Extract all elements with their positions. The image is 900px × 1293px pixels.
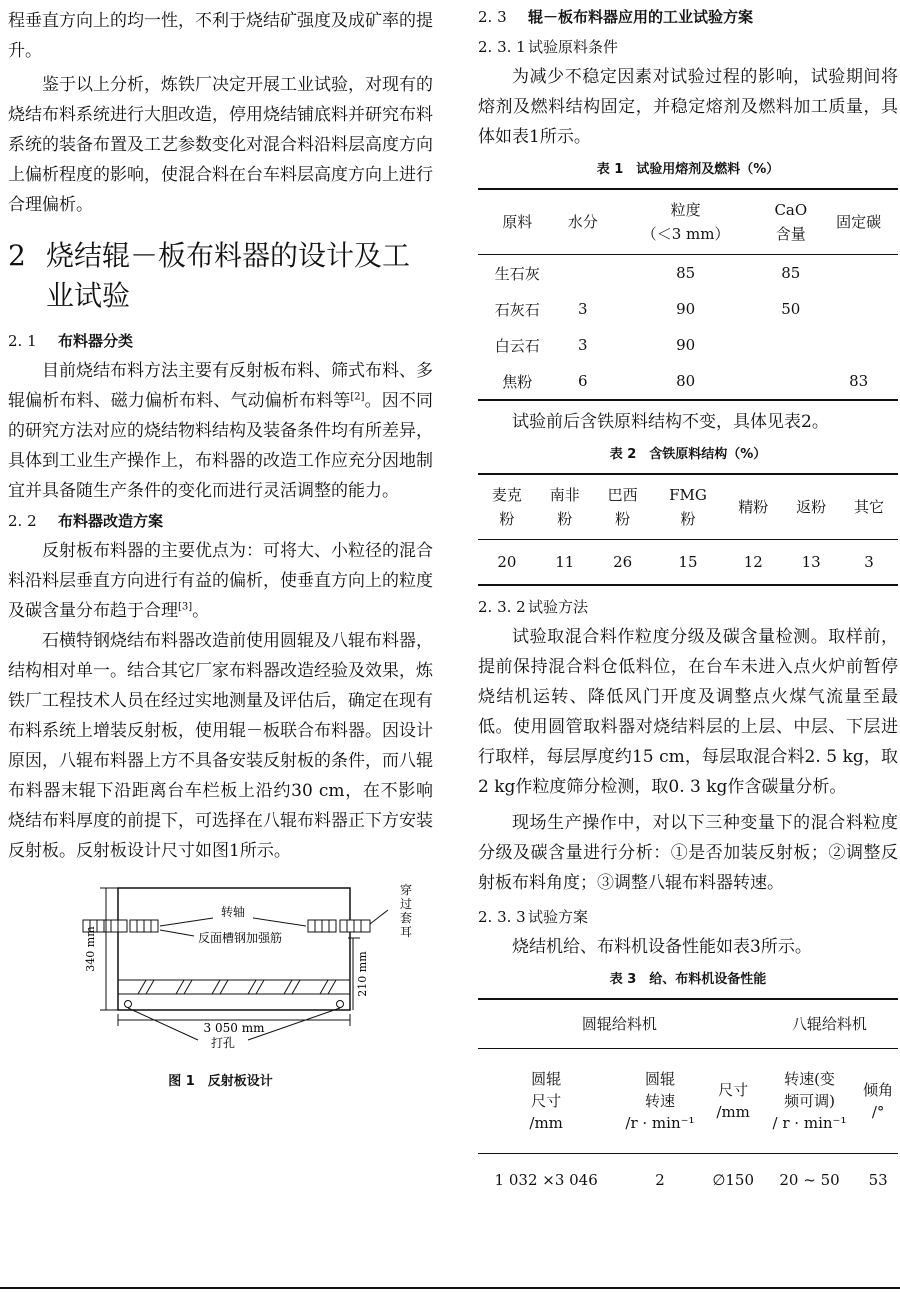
table-header: 转速(变 频可调) / r · min⁻¹ xyxy=(761,1049,859,1154)
table-header: 圆辊 尺寸 /mm xyxy=(478,1049,614,1154)
table-header: 固定碳 xyxy=(819,189,898,255)
figure-caption: 图 1 反射板设计 xyxy=(168,1074,273,1089)
ear-label-3: 套 xyxy=(400,911,413,925)
paragraph: 反射板布料器的主要优点为：可将大、小粒径的混合料沿料层垂直方向进行有益的偏析，使垂直方向上的粒度及碳含量分布趋于合理[3]。 xyxy=(8,541,433,621)
paragraph: 程垂直方向上的均一性，不利于烧结矿强度及成矿率的提升。 xyxy=(8,11,433,61)
table-header: 精粉 xyxy=(724,474,782,540)
table-header: 原料 xyxy=(478,189,557,255)
paragraph: 鉴于以上分析，炼铁厂决定开展工业试验，对现有的烧结布料系统进行大胆改造，停用烧结铺底料并研究布料系统的装备布置及工艺参数变化对混合料沿料层高度方向上偏析程度的影响，使混合料在台车料层高度方向上进行合理偏析。 xyxy=(8,75,433,215)
reflector-plate-diagram xyxy=(8,880,433,1060)
hole-label: 打孔 xyxy=(210,1036,236,1050)
dim-height-label: 340 mm xyxy=(84,926,97,972)
shaft-right xyxy=(308,920,370,932)
table-header: 水分 xyxy=(557,189,609,255)
subsubsection-heading: 2. 3. 2 试验方法 xyxy=(478,598,589,616)
table-header: 返粉 xyxy=(782,474,840,540)
paragraph: 试验取混合料作粒度分级及碳含量检测。取样前，提前保持混合料仓低料位，在台车未进入点火炉前暂停烧结机运转、降低风门开度及调整点火煤气流量至最低。使用圆管取料器对烧结料层的上层、中层、下层进行取样，每层厚度约15 cm，每层取混合料2. 5 kg，取2 kg作粒度筛分检测，取0. 3 kg作含碳量分析。 xyxy=(478,627,898,797)
subsection-heading: 2. 2 布料器改造方案 xyxy=(8,512,164,530)
table-header: FMG 粉 xyxy=(652,474,725,540)
rib-label: 反面槽钢加强筋 xyxy=(197,931,283,945)
table-row: 1 032 ×3 046 2 ∅150 20 ~ 50 53 xyxy=(494,1171,888,1189)
ear-label-1: 穿 xyxy=(400,883,413,897)
table-caption: 表 1 试验用熔剂及燃料（%） xyxy=(596,162,780,177)
paragraph: 现场生产操作中，对以下三种变量下的混合料粒度分级及碳含量进行分析：①是否加装反射板；②调整反射板布料角度；③调整八辊布料器转速。 xyxy=(478,813,898,893)
table-group-header: 圆辊给料机 xyxy=(478,999,761,1049)
table-header: 麦克 粉 xyxy=(478,474,536,540)
table-row: 20 11 26 15 12 13 3 xyxy=(497,553,874,571)
table-3 xyxy=(478,998,898,1206)
citation: [3] xyxy=(178,601,193,613)
hole xyxy=(125,1001,132,1008)
shaft-label: 转轴 xyxy=(220,905,246,919)
dim-width-label: 3 050 mm xyxy=(203,1021,265,1035)
subsection-heading: 2. 1 布料器分类 xyxy=(8,332,134,350)
table-row: 焦粉 6 80 83 xyxy=(502,372,869,391)
table-header: 巴西 粉 xyxy=(594,474,652,540)
table-group-header: 八辊给料机 xyxy=(761,999,898,1049)
subsubsection-heading: 2. 3. 3 试验方案 xyxy=(478,908,589,926)
table-caption: 表 3 给、布料机设备性能 xyxy=(609,972,767,987)
table-header: 南非 粉 xyxy=(536,474,594,540)
table-header: CaO 含量 xyxy=(762,189,819,255)
figure-1 xyxy=(8,880,433,1090)
citation: [2] xyxy=(350,391,365,403)
left-column xyxy=(8,0,433,1090)
section-number: 2 xyxy=(8,239,26,272)
table-header: 圆辊 转速 /r · min⁻¹ xyxy=(614,1049,705,1154)
paragraph: 目前烧结布料方法主要有反射板布料、筛式布料、多辊偏析布料、磁力偏析布料、气动偏析布料等[2]。因不同的研究方法对应的烧结物料结构及装备条件均有所差异，具体到工业生产操作上，布料器的改造工作应充分因地制宜并具备随生产条件的变化而进行灵活调整的能力。 xyxy=(8,361,434,501)
table-row: 石灰石 3 90 50 xyxy=(494,300,801,319)
table-2 xyxy=(478,473,898,586)
dim-inner-label: 210 mm xyxy=(356,951,369,997)
table-caption: 表 2 含铁原料结构（%） xyxy=(609,447,767,462)
paragraph: 烧结机给、布料机设备性能如表3所示。 xyxy=(512,937,812,957)
subsection-heading: 2. 3 辊－板布料器应用的工业试验方案 xyxy=(478,8,754,26)
section-heading xyxy=(8,236,433,316)
table-1 xyxy=(478,188,898,401)
paragraph: 为减少不稳定因素对试验过程的影响，试验期间将熔剂及燃料结构固定，并稳定熔剂及燃料加工质量，具体如表1所示。 xyxy=(478,67,898,147)
ear-label-4: 耳 xyxy=(400,925,413,939)
hole xyxy=(337,1001,344,1008)
paragraph: 石横特钢烧结布料器改造前使用圆辊及八辊布料器，结构相对单一。结合其它厂家布料器改造经验及效果，炼铁厂工程技术人员在经过实地测量及评估后，确定在现有布料系统上增装反射板，使用辊－板联合布料器。因设计原因，八辊布料器上方不具备安装反射板的条件，而八辊布料器末辊下沿距离台车栏板上沿约30 cm，在不影响烧结布料厚度的前提下，可选择在八辊布料器正下方安装反射板。反射板设计尺寸如图1所示。 xyxy=(8,631,433,861)
section-title: 烧结辊－板布料器的设计及工业试验 xyxy=(46,239,411,312)
right-column xyxy=(478,0,898,1206)
paragraph: 试验前后含铁原料结构不变，具体见表2。 xyxy=(512,412,829,432)
page-bottom-rule xyxy=(0,1287,900,1289)
table-header: 尺寸 /mm xyxy=(706,1049,761,1154)
table-row: 白云石 3 90 xyxy=(494,336,696,355)
ear-label-2: 过 xyxy=(400,897,413,911)
table-header: 倾角 /° xyxy=(858,1049,898,1154)
table-row: 生石灰 85 85 xyxy=(494,264,801,283)
table-header: 粒度 （＜3 mm） xyxy=(609,189,762,255)
subsubsection-heading: 2. 3. 1 试验原料条件 xyxy=(478,38,619,56)
table-header: 其它 xyxy=(840,474,898,540)
